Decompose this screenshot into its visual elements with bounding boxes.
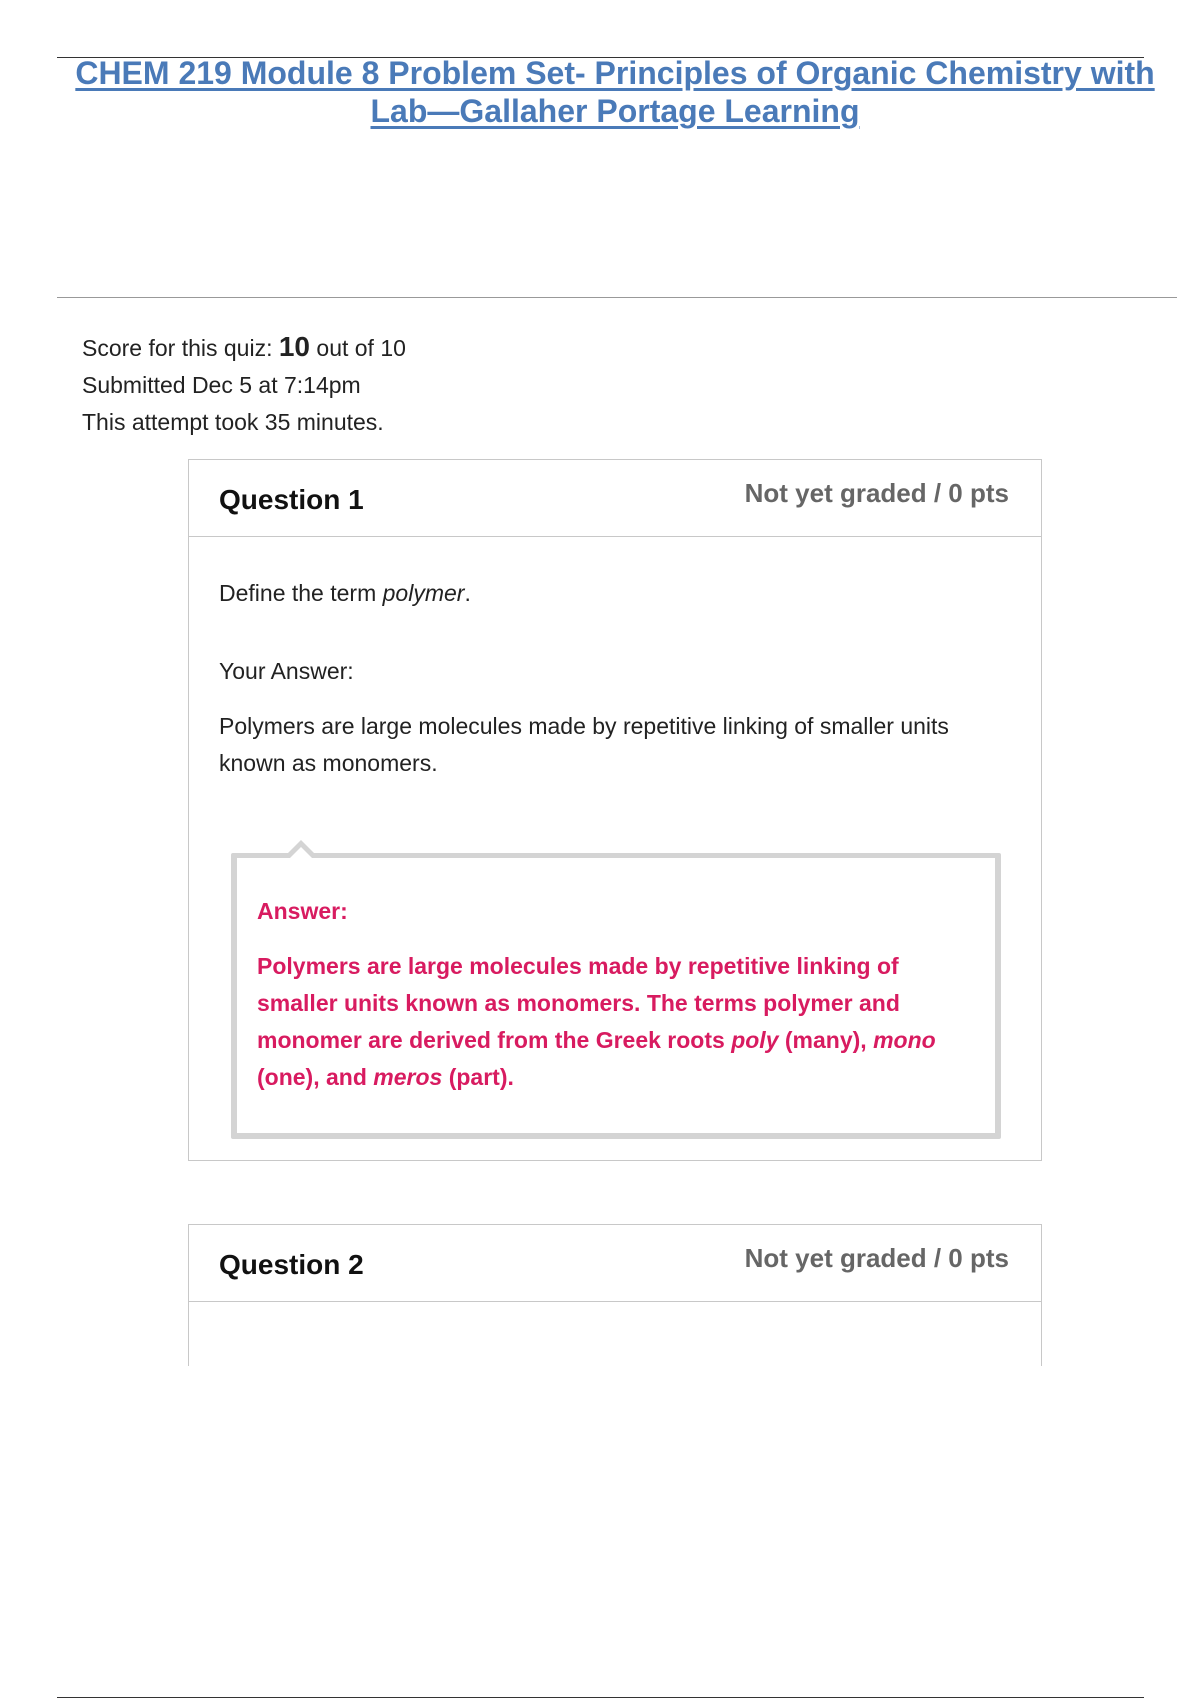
- answer-term-poly: poly: [731, 1027, 779, 1053]
- correct-answer-box: [231, 853, 1001, 1139]
- question-card-1: [188, 459, 1042, 1161]
- score-line: [82, 328, 406, 367]
- question-points: Not yet graded / 0 pts: [744, 478, 1009, 508]
- question-title: Question 2: [219, 1249, 364, 1280]
- submitted-line: Submitted Dec 5 at 7:14pm: [82, 372, 361, 398]
- question-header: [189, 1225, 1041, 1302]
- prompt-suffix: .: [464, 580, 471, 606]
- duration-line: This attempt took 35 minutes.: [82, 409, 384, 435]
- question-header: [189, 460, 1041, 537]
- your-answer-text: Polymers are large molecules made by repetitive linking of smaller units known as monomers.: [219, 713, 949, 776]
- answer-term-mono: mono: [873, 1027, 936, 1053]
- question-prompt: [219, 580, 1011, 607]
- question-title: Question 1: [219, 484, 364, 515]
- answer-text: [257, 948, 977, 1096]
- score-suffix: out of 10: [316, 335, 406, 361]
- prompt-prefix: Define the term: [219, 580, 383, 606]
- answer-part-3: (one), and: [257, 1064, 374, 1090]
- score-value: 10: [278, 331, 311, 362]
- answer-part-1: Polymers are large molecules made by repetitive linking of smaller units known as monomers. The terms polymer and monomer are derived from the Greek roots: [257, 953, 900, 1053]
- answer-term-meros: meros: [373, 1064, 443, 1090]
- your-answer-label: Your Answer:: [219, 658, 354, 684]
- answer-part-4: (part).: [442, 1064, 514, 1090]
- score-label: Score for this quiz:: [82, 335, 273, 361]
- bottom-divider: [57, 1697, 1144, 1698]
- question-card-2: [188, 1224, 1042, 1366]
- section-divider: [57, 297, 1177, 298]
- answer-part-2: (many),: [778, 1027, 874, 1053]
- answer-label: Answer:: [257, 898, 348, 924]
- quiz-summary: [82, 328, 406, 441]
- document-title-link[interactable]: CHEM 219 Module 8 Problem Set- Principles of Organic Chemistry with Lab—Gallaher Portage Learning: [75, 55, 1155, 129]
- question-points: Not yet graded / 0 pts: [744, 1243, 1009, 1273]
- prompt-term: polymer: [382, 580, 465, 606]
- callout-notch-inner: [288, 847, 314, 860]
